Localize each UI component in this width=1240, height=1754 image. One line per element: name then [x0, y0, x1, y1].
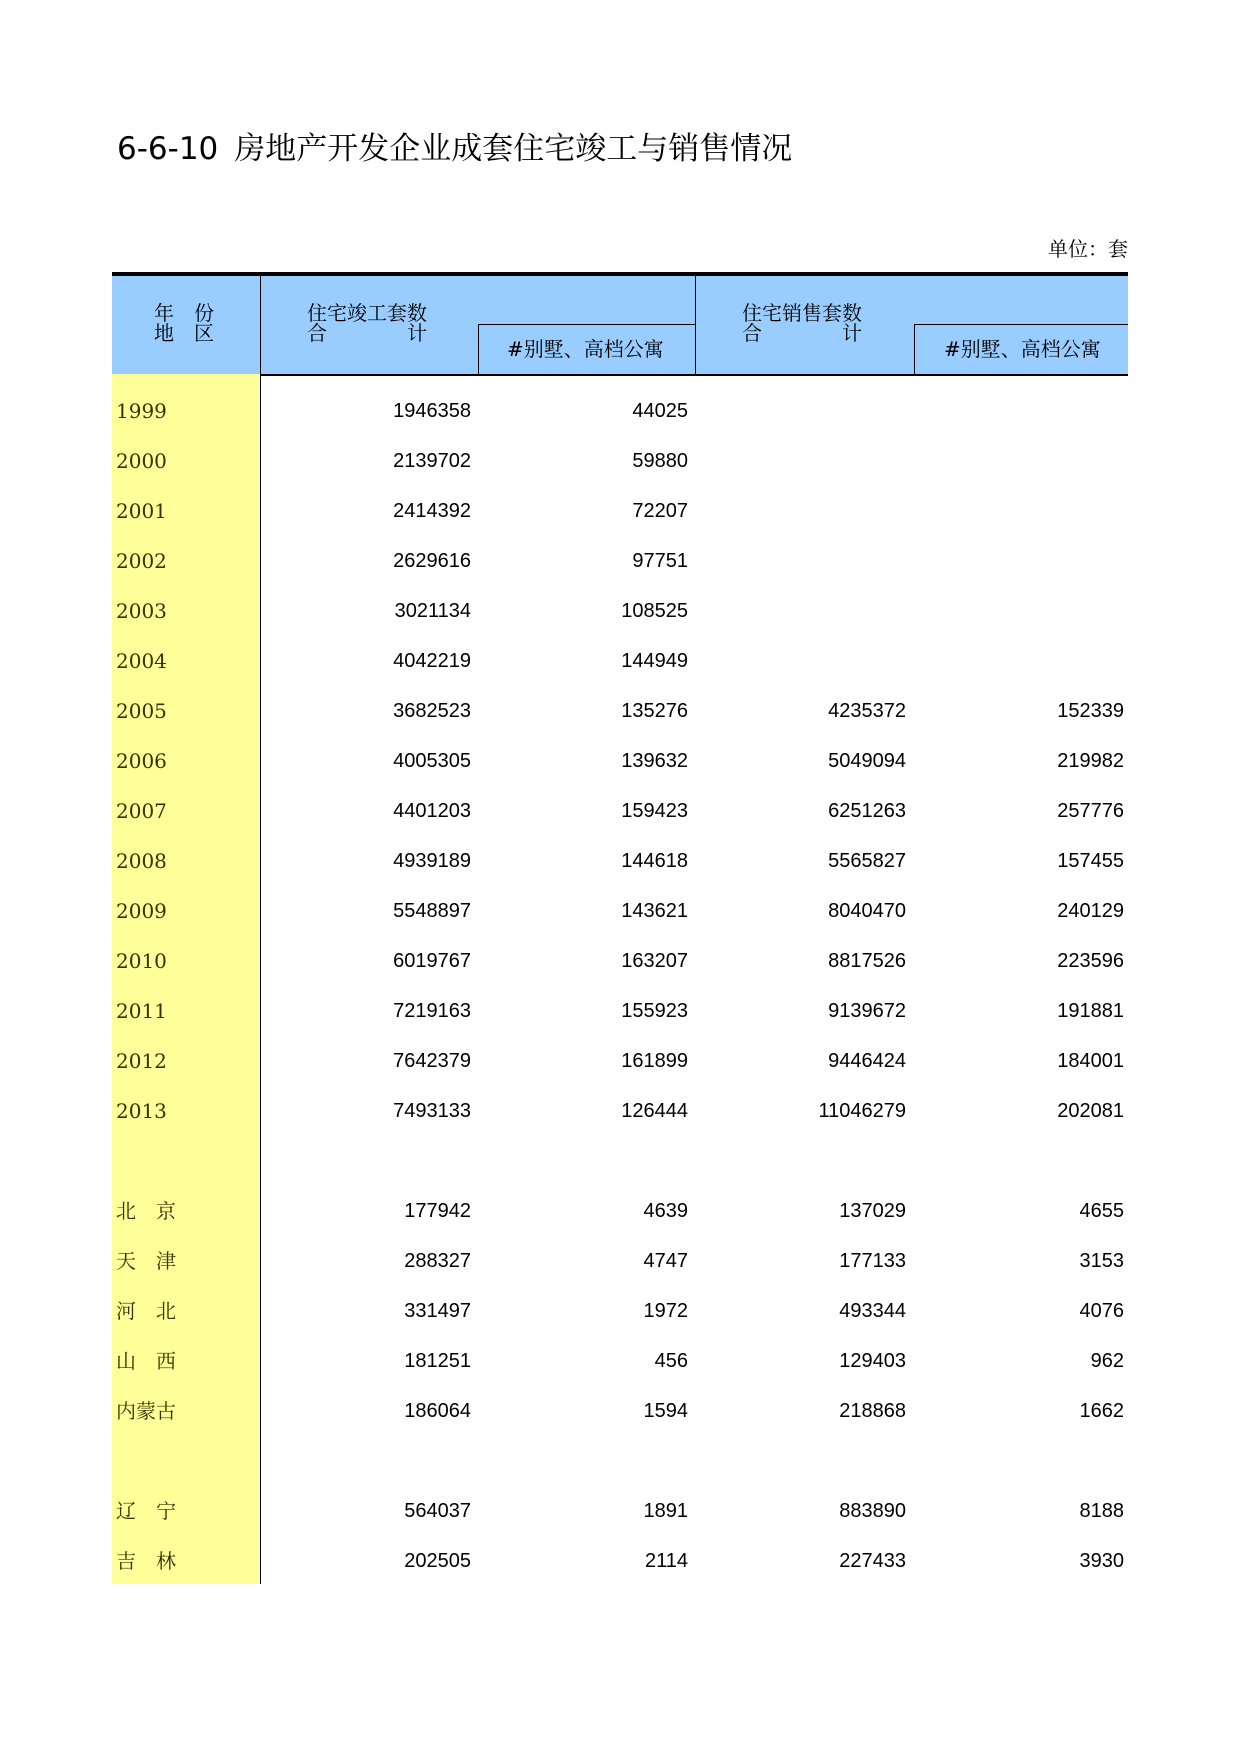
- sold-villa-cell: 962: [1090, 1350, 1124, 1372]
- completed-total-cell: 4401203: [393, 800, 471, 822]
- sold-villa-cell: 257776: [1057, 800, 1124, 822]
- completed-villa-cell: 59880: [632, 450, 688, 472]
- row-label: 2012: [116, 1049, 167, 1073]
- header-divider: [260, 276, 261, 374]
- header-completed-title: 住宅竣工套数: [307, 301, 427, 325]
- row-label: 2010: [116, 949, 167, 973]
- sold-total-cell: 6251263: [828, 800, 906, 822]
- sold-villa-cell: 157455: [1057, 850, 1124, 872]
- table-row: [112, 1496, 1128, 1526]
- row-label: 河 北: [116, 1299, 176, 1323]
- completed-villa-cell: 143621: [621, 900, 688, 922]
- table-row: [112, 1396, 1128, 1426]
- completed-villa-cell: 44025: [632, 400, 688, 422]
- completed-total-cell: 7219163: [393, 1000, 471, 1022]
- row-label: 2005: [116, 699, 167, 723]
- row-label: 山 西: [116, 1349, 176, 1373]
- completed-total-cell: 7642379: [393, 1050, 471, 1072]
- sold-total-cell: 9446424: [828, 1050, 906, 1072]
- completed-total-cell: 4005305: [393, 750, 471, 772]
- sold-villa-cell: 4076: [1079, 1300, 1124, 1322]
- sold-total-cell: 5049094: [828, 750, 906, 772]
- header-sold-total: 合 计: [742, 321, 862, 345]
- sold-villa-cell: 191881: [1057, 1000, 1124, 1022]
- row-label: 北 京: [116, 1199, 176, 1223]
- table-title: 房地产开发企业成套住宅竣工与销售情况: [234, 131, 793, 167]
- completed-villa-cell: 4747: [643, 1250, 688, 1272]
- row-label: 内蒙古: [116, 1399, 176, 1423]
- table-row: [112, 1096, 1128, 1126]
- completed-villa-cell: 4639: [643, 1200, 688, 1222]
- completed-total-cell: 5548897: [393, 900, 471, 922]
- row-label: 2009: [116, 899, 167, 923]
- sold-villa-cell: 3930: [1079, 1550, 1124, 1572]
- table-row: [112, 1346, 1128, 1376]
- sold-total-cell: 227433: [839, 1550, 906, 1572]
- sold-total-cell: 883890: [839, 1500, 906, 1522]
- completed-total-cell: 3021134: [394, 600, 471, 622]
- completed-villa-cell: 161899: [621, 1050, 688, 1072]
- completed-villa-cell: 97751: [632, 550, 688, 572]
- completed-villa-cell: 1891: [643, 1500, 688, 1522]
- completed-total-cell: 2139702: [393, 450, 471, 472]
- completed-villa-cell: 163207: [621, 950, 688, 972]
- row-label: 吉 林: [116, 1549, 176, 1573]
- completed-total-cell: 6019767: [393, 950, 471, 972]
- sold-total-cell: 4235372: [828, 700, 906, 722]
- completed-total-cell: 331497: [404, 1300, 471, 1322]
- completed-total-cell: 288327: [404, 1250, 471, 1272]
- table-number: 6-6-10: [117, 131, 219, 167]
- completed-total-cell: 564037: [404, 1500, 471, 1522]
- row-label: 2004: [116, 649, 167, 673]
- sold-total-cell: 8040470: [828, 900, 906, 922]
- sold-total-cell: 11046279: [818, 1100, 906, 1122]
- table-row: [112, 1296, 1128, 1326]
- completed-villa-cell: 1594: [643, 1400, 688, 1422]
- completed-villa-cell: 135276: [621, 700, 688, 722]
- table-row: [112, 1046, 1128, 1076]
- header-subrule: [914, 324, 1128, 325]
- row-label: 2007: [116, 799, 167, 823]
- table-row: [112, 396, 1128, 426]
- completed-villa-cell: 2114: [644, 1550, 688, 1572]
- completed-total-cell: 177942: [404, 1200, 471, 1222]
- sold-villa-cell: 240129: [1057, 900, 1124, 922]
- header-completed-total: 合 计: [307, 321, 427, 345]
- row-label: 1999: [116, 399, 167, 423]
- row-label: 辽 宁: [116, 1499, 176, 1523]
- header-sold-title: 住宅销售套数: [742, 301, 862, 325]
- table-row: [112, 596, 1128, 626]
- completed-villa-cell: 456: [654, 1350, 688, 1372]
- sold-villa-cell: 8188: [1079, 1500, 1124, 1522]
- header-divider: [695, 276, 696, 374]
- completed-total-cell: 3682523: [393, 700, 471, 722]
- header-divider: [914, 324, 915, 374]
- completed-total-cell: 202505: [404, 1550, 471, 1572]
- completed-villa-cell: 155923: [621, 1000, 688, 1022]
- table-row: [112, 646, 1128, 676]
- row-label: 2000: [116, 449, 167, 473]
- sold-total-cell: 218868: [839, 1400, 906, 1422]
- completed-total-cell: 186064: [404, 1400, 471, 1422]
- sold-villa-cell: 219982: [1057, 750, 1124, 772]
- table-row: [112, 1546, 1128, 1576]
- sold-total-cell: 9139672: [828, 1000, 906, 1022]
- table-row: [112, 846, 1128, 876]
- completed-total-cell: 2629616: [393, 550, 471, 572]
- row-label: 2003: [116, 599, 167, 623]
- header-completed-villa: #别墅、高档公寓: [507, 337, 664, 361]
- completed-total-cell: 7493133: [393, 1100, 471, 1122]
- header-sold-villa: #别墅、高档公寓: [944, 337, 1101, 361]
- sold-total-cell: 129403: [839, 1350, 906, 1372]
- completed-total-cell: 4042219: [393, 650, 471, 672]
- sold-total-cell: 8817526: [828, 950, 906, 972]
- completed-villa-cell: 144618: [621, 850, 688, 872]
- header-divider: [478, 324, 479, 374]
- sold-total-cell: 177133: [839, 1250, 906, 1272]
- header-subrule: [478, 324, 695, 325]
- completed-total-cell: 4939189: [393, 850, 471, 872]
- completed-total-cell: 181251: [404, 1350, 471, 1372]
- sold-villa-cell: 3153: [1079, 1250, 1124, 1272]
- completed-villa-cell: 108525: [621, 600, 688, 622]
- unit-label: 单位：套: [1048, 237, 1128, 261]
- row-label: 天 津: [116, 1249, 176, 1273]
- completed-villa-cell: 139632: [621, 750, 688, 772]
- sold-villa-cell: 1662: [1079, 1400, 1124, 1422]
- table-row: [112, 796, 1128, 826]
- completed-total-cell: 2414392: [393, 500, 471, 522]
- row-label: 2008: [116, 849, 167, 873]
- sold-total-cell: 5565827: [828, 850, 906, 872]
- completed-villa-cell: 1972: [643, 1300, 688, 1322]
- table-row: [112, 996, 1128, 1026]
- header-region: 地 区: [154, 321, 214, 345]
- table-row: [112, 896, 1128, 926]
- table-row: [112, 946, 1128, 976]
- sold-villa-cell: 184001: [1057, 1050, 1124, 1072]
- sold-villa-cell: 202081: [1057, 1100, 1124, 1122]
- header-year: 年 份: [154, 301, 214, 325]
- row-label: 2006: [116, 749, 167, 773]
- completed-villa-cell: 159423: [621, 800, 688, 822]
- table-row: [112, 546, 1128, 576]
- completed-villa-cell: 126444: [621, 1100, 688, 1122]
- table-header: [112, 276, 1128, 376]
- sold-total-cell: 137029: [839, 1200, 906, 1222]
- sold-villa-cell: 4655: [1079, 1200, 1124, 1222]
- completed-total-cell: 1946358: [393, 400, 471, 422]
- row-label: 2002: [116, 549, 167, 573]
- table-row: [112, 1196, 1128, 1226]
- sold-villa-cell: 223596: [1057, 950, 1124, 972]
- row-label: 2001: [116, 499, 167, 523]
- completed-villa-cell: 144949: [621, 650, 688, 672]
- sold-villa-cell: 152339: [1057, 700, 1124, 722]
- completed-villa-cell: 72207: [632, 500, 688, 522]
- table-row: [112, 446, 1128, 476]
- table-row: [112, 1246, 1128, 1276]
- page-title: [117, 124, 792, 174]
- table-row: [112, 496, 1128, 526]
- table-row: [112, 746, 1128, 776]
- row-label: 2011: [116, 999, 167, 1023]
- sold-total-cell: 493344: [839, 1300, 906, 1322]
- row-label: 2013: [116, 1099, 167, 1123]
- table-row: [112, 696, 1128, 726]
